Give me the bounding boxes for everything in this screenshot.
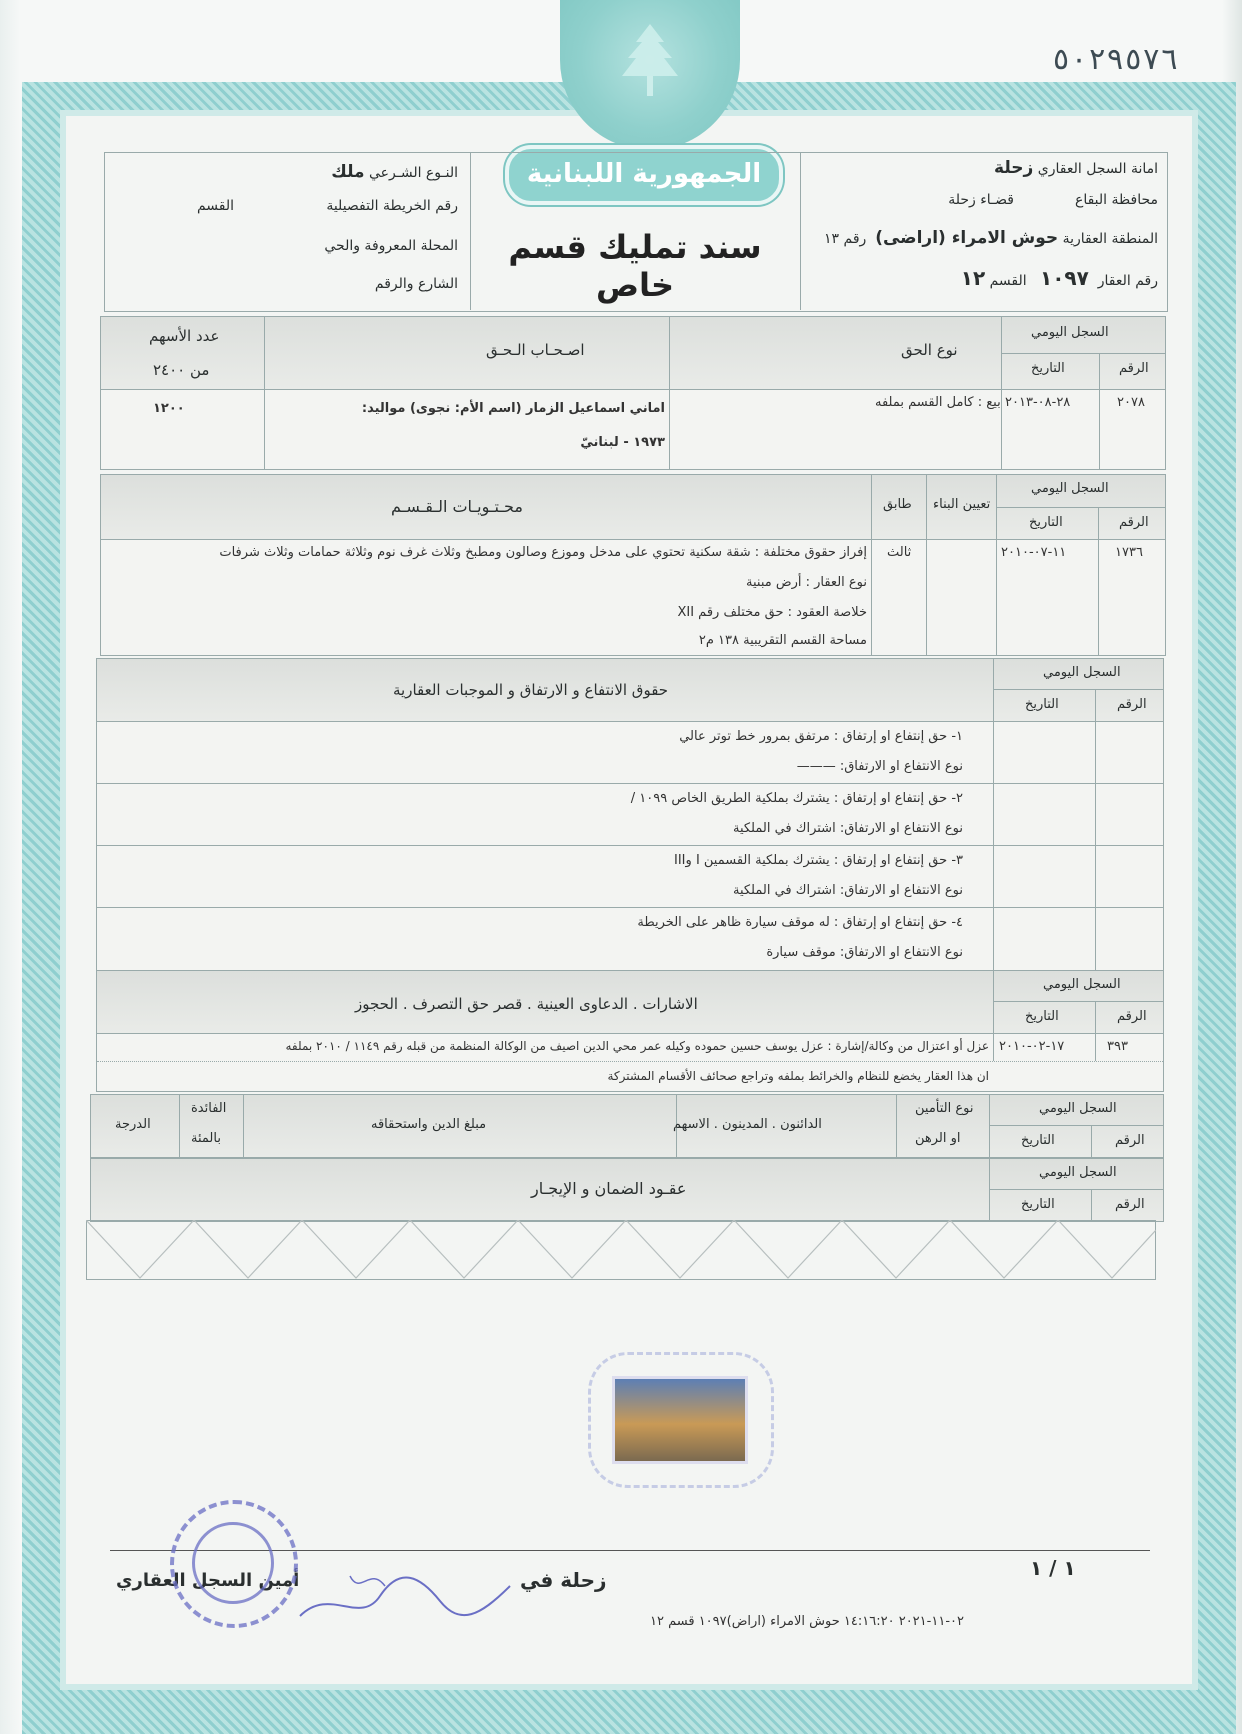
mortgage-section: [90, 1094, 1164, 1158]
contents-entry-number: ١٧٣٦: [1115, 545, 1143, 560]
section-value: ١٢: [960, 266, 986, 290]
daily-sub-line: [993, 689, 1163, 690]
date-label: التاريخ: [1031, 361, 1065, 376]
owners-label: اصـحـاب الـحـق: [486, 341, 585, 359]
page-number: ١ / ١: [1030, 1556, 1076, 1580]
interest-label: الفائدة: [191, 1101, 227, 1116]
document-title: سند تمليك قسم خاص: [508, 228, 762, 304]
notes-entry-date: ١٧-٠٢-٢٠١٠: [999, 1039, 1065, 1054]
daily-register-label: السجل اليومي: [1039, 1101, 1117, 1116]
col-divider: [896, 1095, 897, 1157]
parties-label: الدائنون . المدينون . الاسهم: [673, 1117, 822, 1132]
col-divider: [179, 1095, 180, 1157]
number-label: الرقم: [1117, 697, 1147, 712]
owner-shares: ١٢٠٠: [153, 401, 185, 416]
map-number-label: رقم الخريطة التفصيلية: [326, 198, 458, 214]
number-label: الرقم: [1119, 361, 1149, 376]
mortgage-header-bg: [91, 1095, 1163, 1157]
zone-number: رقم ١٣: [824, 231, 867, 247]
street-label: الشارع والرقم: [374, 276, 458, 292]
map-section-label: القسم: [196, 198, 234, 214]
legal-type-value: ملك: [331, 162, 365, 182]
official-seal: [170, 1500, 298, 1628]
owner-entry-date: ٢٨-٠٨-٢٠١٣: [1005, 395, 1071, 410]
notes-section: [96, 970, 1164, 1092]
col-divider: [989, 1095, 990, 1157]
daily-register-label: السجل اليومي: [1031, 325, 1109, 340]
date-label: التاريخ: [1021, 1133, 1055, 1148]
legal-type-label: النـوع الشـرعي: [368, 165, 458, 181]
daily-sub-line: [996, 507, 1165, 508]
header-right: [808, 152, 1164, 310]
easement-item-line1: ٤- حق إنتفاع او إرتفاق : له موقف سيارة ظاهر على الخريطة: [637, 915, 963, 930]
contents-section: [100, 474, 1166, 656]
district-label: قضـاء: [980, 192, 1014, 208]
contents-header-line: [101, 539, 1165, 540]
daily-sub-line: [1001, 353, 1165, 354]
col-divider: [1091, 1125, 1092, 1157]
easement-item-line1: ٢- حق إنتفاع او إرتفاق : يشترك بملكية الطريق الخاص ١٠٩٩ /: [630, 791, 963, 806]
col-divider: [993, 659, 994, 971]
interest-label-2: بالمئة: [191, 1131, 221, 1146]
lease-title: عقـود الضمان و الإيجـار: [531, 1179, 687, 1198]
owners-header-line: [101, 389, 1165, 390]
daily-sub-line: [989, 1189, 1163, 1190]
notes-line: [97, 1061, 1163, 1062]
building-label: تعيين البناء: [933, 497, 991, 512]
contents-line: خلاصة العقود : حق مختلف رقم XII: [677, 605, 867, 620]
zone-label: المنطقة العقارية: [1062, 231, 1158, 247]
notes-line: عزل أو اعتزال من وكالة/إشارة : عزل يوسف حسين حموده وكيله عمر محي الدين اصيف من الوكالة المنظمة من قبله رقم ١١٤٩ / ٢٠١٠ بملفه: [285, 1039, 989, 1053]
daily-register-label: السجل اليومي: [1039, 1165, 1117, 1180]
easement-item-line2: نوع الانتفاع او الارتفاق: موقف سيارة: [766, 945, 963, 960]
republic-banner: الجمهورية اللبنانية: [505, 145, 783, 205]
daily-register-label: السجل اليومي: [1031, 481, 1109, 496]
serial-number: ٥٠٢٩٥٧٦: [1052, 42, 1179, 77]
contents-line: نوع العقار : أرض مبنية: [746, 575, 867, 590]
void-zigzag: [86, 1220, 1156, 1280]
contents-line: مساحة القسم التقريبية ١٣٨ م٢: [698, 633, 867, 648]
contents-label: محـتـويـات الـقـسـم: [391, 497, 523, 516]
fiscal-stamp: [612, 1376, 748, 1464]
daily-sub-line: [989, 1125, 1163, 1126]
insurance-type-label: نوع التأمين: [915, 1101, 974, 1116]
easement-item-line1: ١- حق إنتفاع او إرتفاق : مرتفق بمرور خط توتر عالي: [679, 729, 963, 744]
floor-value: ثالث: [887, 545, 912, 560]
col-divider: [1001, 317, 1002, 469]
property-number-value: ١٠٩٧: [1040, 266, 1089, 290]
registry-label: امانة السجل العقاري: [1037, 161, 1158, 177]
easement-item-line1: ٣- حق إنتفاع او إرتفاق : يشترك بملكية القسمين I وIII: [674, 853, 963, 868]
easement-item-line2: نوع الانتفاع او الارتفاق: ———: [796, 759, 963, 774]
date-label: التاريخ: [1025, 697, 1059, 712]
amount-label: مبلغ الدين واستحقاقه: [371, 1117, 487, 1132]
number-label: الرقم: [1119, 515, 1149, 530]
easements-header-line: [97, 721, 1163, 722]
notes-entry-number: ٣٩٣: [1107, 1039, 1128, 1054]
daily-register-label: السجل اليومي: [1043, 665, 1121, 680]
notes-line: ان هذا العقار يخضع للنظام والخرائط بملفه وتراجع صحائف الأقسام المشتركة: [607, 1069, 989, 1083]
locality-label: المحلة المعروفة والحي: [324, 238, 458, 254]
col-divider: [243, 1095, 244, 1157]
owners-section: [100, 316, 1166, 470]
print-line: ٠٢-١١-٢٠٢١ ١٤:١٦:٢٠ حوش الامراء (اراض)١٠٩٧ قسم ١٢: [650, 1614, 964, 1629]
col-divider: [1099, 353, 1100, 469]
col-divider: [1095, 1001, 1096, 1061]
col-divider: [1095, 689, 1096, 971]
col-divider: [989, 1159, 990, 1221]
owner-entry-number: ٢٠٧٨: [1117, 395, 1145, 410]
owner-name: اماني اسماعيل الزمار (اسم الأم: نجوى) مواليد:: [361, 401, 665, 416]
date-label: التاريخ: [1025, 1009, 1059, 1024]
header-divider-right: [800, 152, 801, 310]
registry-value: زحلة: [994, 158, 1034, 178]
place-label: زحلة في: [520, 1568, 607, 1592]
section-label: القسم: [989, 273, 1027, 289]
governorate-label: محافظة البقاع: [1074, 192, 1158, 208]
number-label: الرقم: [1115, 1133, 1145, 1148]
easements-section: [96, 658, 1164, 972]
date-label: التاريخ: [1029, 515, 1063, 530]
col-divider: [669, 317, 670, 469]
degree-label: الدرجة: [115, 1117, 151, 1132]
notes-header-line: [97, 1033, 1163, 1034]
number-label: الرقم: [1117, 1009, 1147, 1024]
contents-line: إفراز حقوق مختلفة : شقة سكنية تحتوي على مدخل وموزع وصالون ومطبخ وثلاث غرف نوم وثلاثة حمامات وثلاث شرفات: [219, 545, 867, 560]
col-divider: [1098, 507, 1099, 655]
shares-of-label: من ٢٤٠٠: [153, 361, 210, 379]
shares-label: عدد الأسهم: [149, 327, 220, 345]
insurance-type-label-2: او الرهن: [915, 1131, 961, 1146]
date-label: التاريخ: [1021, 1197, 1055, 1212]
owner-nationality: ١٩٧٣ - لبنانيّ: [580, 435, 665, 450]
district-value: زحلة: [948, 192, 976, 208]
lease-section: [90, 1158, 1164, 1222]
right-type-label: نوع الحق: [901, 341, 958, 359]
easement-item-line2: نوع الانتفاع او الارتفاق: اشتراك في الملكية: [732, 821, 963, 836]
official-title: أمين السجل العقاري: [116, 1570, 300, 1591]
easement-item-line2: نوع الانتفاع او الارتفاق: اشتراك في الملكية: [732, 883, 963, 898]
daily-register-label: السجل اليومي: [1043, 977, 1121, 992]
col-divider: [993, 971, 994, 1061]
easements-title: حقوق الانتفاع و الارتفاق و الموجبات العقارية: [393, 681, 669, 699]
item-line: [97, 907, 1163, 908]
notes-title: الاشارات . الدعاوى العينية . قصر حق التصرف . الحجوز: [355, 995, 698, 1013]
col-divider: [926, 475, 927, 655]
header-left: [110, 152, 464, 310]
col-divider: [871, 475, 872, 655]
signature: [290, 1556, 520, 1626]
owner-entry-right: بيع : كامل القسم بملفه: [875, 395, 1001, 410]
zone-value: حوش الامراء (اراضى): [875, 228, 1059, 248]
daily-sub-line: [993, 1001, 1163, 1002]
col-divider: [996, 475, 997, 655]
number-label: الرقم: [1115, 1197, 1145, 1212]
contents-entry-date: ١١-٠٧-٢٠١٠: [1001, 545, 1067, 560]
property-number-label: رقم العقار: [1097, 273, 1158, 289]
cedar-icon: [620, 22, 680, 112]
item-line: [97, 783, 1163, 784]
col-divider: [264, 317, 265, 469]
col-divider: [1091, 1189, 1092, 1221]
header-divider-left: [470, 152, 471, 310]
floor-label: طابق: [883, 497, 912, 512]
item-line: [97, 845, 1163, 846]
